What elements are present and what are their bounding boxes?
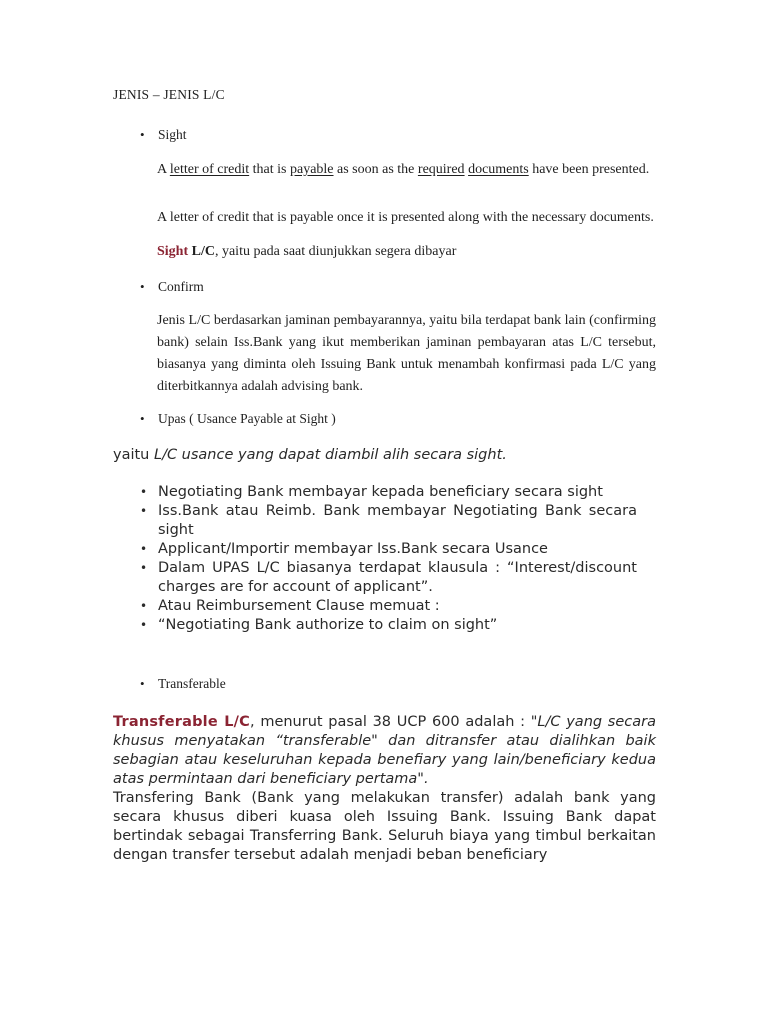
list-item: • Dalam UPAS L/C biasanya terdapat klausula : “Interest/discount charges are for account of applicant”. (138, 559, 637, 597)
document-title: JENIS – JENIS L/C (113, 87, 225, 102)
bullet-confirm: • Confirm (138, 278, 656, 296)
bullet-upas: • Upas ( Usance Payable at Sight ) (138, 410, 656, 428)
sight-definition-1 (157, 160, 656, 180)
text-run: , yaitu pada saat diunjukkan segera dibayar (214, 244, 457, 259)
underlined-term: payable (289, 162, 334, 177)
text-run: have been presented. (528, 162, 650, 177)
sight-lc-red-label: Sight (157, 244, 189, 259)
transferable-definition (113, 713, 656, 789)
bullet-sight: • Sight (138, 126, 656, 144)
underlined-term: documents (468, 162, 529, 177)
text-run: yaitu (113, 447, 154, 463)
upas-intro (113, 446, 656, 465)
bullet-transferable: • Transferable (138, 675, 656, 693)
upas-intro-italic: L/C usance yang dapat diambil alih secara sight. (153, 447, 507, 463)
confirm-body: Jenis L/C berdasarkan jaminan pembayarannya, yaitu bila terdapat bank lain (confirming bank) selain Iss.Bank yang ikut memberikan jaminan pembayaran atas L/C tersebut, biasanya yang diminta oleh Issuing Bank untuk menambah konfirmasi pada L/C yang diterbitkannya adalah advising bank. (157, 313, 656, 394)
sight-lc-note (157, 242, 656, 262)
text-run: as soon as the (333, 162, 418, 177)
document-content (113, 86, 656, 865)
list-item: • Negotiating Bank membayar kepada beneficiary secara sight (138, 483, 637, 502)
list-item: • Atau Reimbursement Clause memuat : (138, 597, 637, 616)
text-run: A (157, 162, 170, 177)
text-run: , menurut pasal 38 UCP 600 adalah : (249, 714, 531, 730)
transfering-bank-body: Transfering Bank (Bank yang melakukan transfer) adalah bank yang secara khusus diberi kuasa oleh Issuing Bank. Issuing Bank dapat bertindak sebagai Transferring Bank. Seluruh biaya yang timbul berkaitan dengan transfer tersebut adalah menjadi beban beneficiary (113, 790, 656, 863)
transferable-lc-red-label: Transferable L/C (113, 714, 250, 730)
text-run: that is (249, 162, 290, 177)
list-item: • Iss.Bank atau Reimb. Bank membayar Negotiating Bank secara sight (138, 502, 637, 540)
sight-definition-2: A letter of credit that is payable once it is presented along with the necessary documents. (157, 210, 654, 225)
sight-lc-bold-label: L/C (188, 244, 215, 259)
underlined-term: letter of credit (169, 162, 250, 177)
transferable-quote-italic: "L/C yang secara khusus menyatakan “transferable" dan ditransfer atau dialihkan baik sebagian atau keseluruhan kepada benefiary yang lain/beneficiary kedua atas permintaan dari beneficiary pertama". (113, 714, 656, 787)
list-item: • “Negotiating Bank authorize to claim on sight” (138, 616, 637, 635)
list-item: • Applicant/Importir membayar Iss.Bank secara Usance (138, 540, 637, 559)
underlined-term: required (417, 162, 465, 177)
upas-bullet-list (138, 483, 637, 635)
